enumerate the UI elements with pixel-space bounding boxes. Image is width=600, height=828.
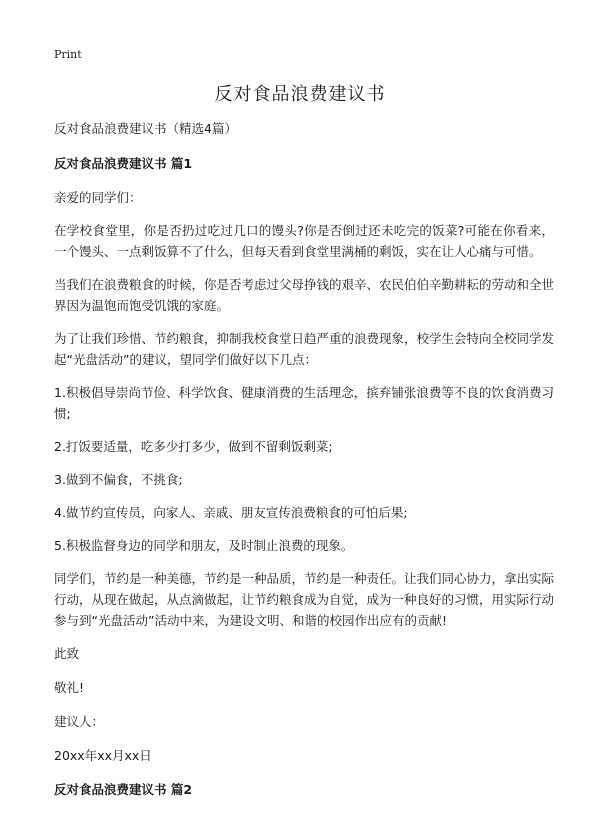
proposer-label: 建议人：: [54, 714, 105, 729]
list-item: 4.做节约宣传员，向家人、亲戚、朋友宣传浪费粮食的可怕后果;: [54, 505, 408, 520]
list-item: 3.做到不偏食，不挑食;: [54, 472, 183, 487]
document-subtitle: 反对食品浪费建议书（精选4篇）: [54, 121, 237, 136]
list-item: 2.打饭要适量，吃多少打多少，做到不留剩饭剩菜;: [54, 439, 333, 454]
sign-off-jingli: 敬礼!: [54, 680, 85, 695]
sign-off-cizhi: 此致: [54, 646, 80, 661]
print-link[interactable]: Print: [54, 48, 82, 61]
section-heading-2: 反对食品浪费建议书 篇2: [54, 782, 193, 797]
document-body: [54, 118, 554, 813]
closing-paragraph: 同学们，节约是一种美德，节约是一种品质，节约是一种责任。让我们同心协力，拿出实际行动，从现在做起，从点滴做起，让节约粮食成为自觉，成为一种良好的习惯，用实际行动参与到“光盘活动”活动中来，为建设文明、和谐的校园作出应有的贡献!: [54, 571, 555, 628]
page-title: 反对食品浪费建议书: [214, 84, 386, 105]
paragraph: 在学校食堂里，你是否扔过吃过几口的馒头?你是否倒过还未吃完的饭菜?可能在你看来，一个馒头、一点剩饭算不了什么，但每天看到食堂里满桶的剩饭，实在让人心痛与可惜。: [54, 223, 554, 259]
paragraph: 当我们在浪费粮食的时候，你是否考虑过父母挣钱的艰辛、农民伯伯辛勤耕耘的劳动和全世界因为温饱而饱受饥饿的家庭。: [54, 277, 555, 313]
list-item: 5.积极监督身边的同学和朋友，及时制止浪费的现象。: [54, 538, 354, 553]
section-heading-1: 反对食品浪费建议书 篇1: [54, 156, 193, 171]
letter-date: 20xx年xx月xx日: [54, 748, 152, 763]
list-item: 1.积极倡导崇尚节俭、科学饮食、健康消费的生活理念，摈弃铺张浪费等不良的饮食消费习惯;: [54, 385, 554, 421]
paragraph: 为了让我们珍惜、节约粮食，抑制我校食堂日趋严重的浪费现象，校学生会特向全校同学发起“光盘活动”的建议，望同学们做好以下几点：: [54, 331, 555, 367]
greeting: 亲爱的同学们：: [54, 190, 142, 205]
